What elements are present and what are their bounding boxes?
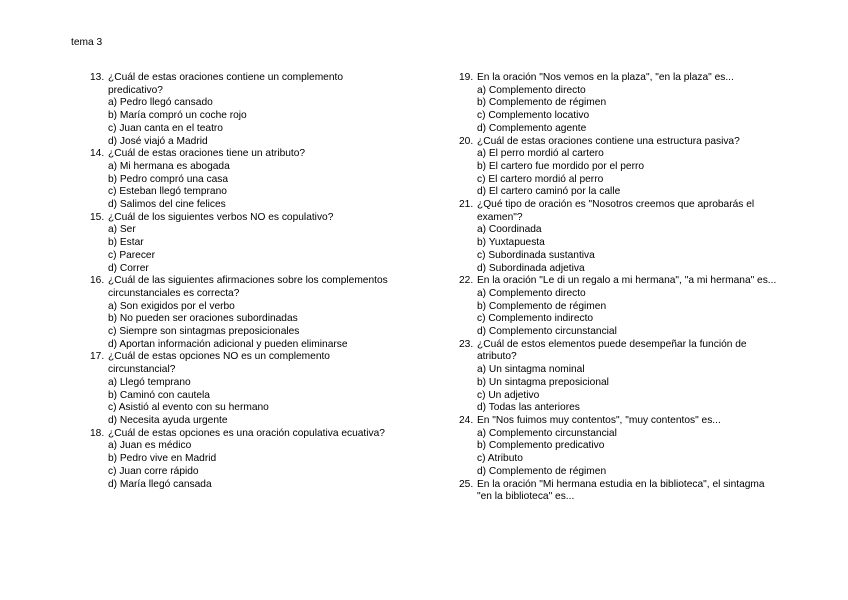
question-15 bbox=[90, 212, 390, 276]
answer-option: d) Subordinada adjetiva bbox=[477, 262, 585, 274]
answer-option: a) Un sintagma nominal bbox=[477, 364, 585, 376]
question-stem bbox=[459, 136, 779, 149]
question-stem bbox=[90, 275, 390, 300]
answer-option: a) Complemento circunstancial bbox=[477, 427, 617, 439]
page-title: tema 3 bbox=[71, 37, 103, 48]
question-number: 16. bbox=[90, 275, 105, 287]
answer-options bbox=[477, 85, 779, 136]
answer-option: b) Complemento de régimen bbox=[477, 300, 607, 312]
question-text: ¿Qué tipo de oración es "Nosotros creemos que aprobarás el examen"? bbox=[477, 199, 755, 223]
question-stem bbox=[459, 275, 779, 288]
question-text: En la oración "Le di un regalo a mi hermana", "a mi hermana" es... bbox=[477, 275, 777, 287]
answer-option: d) Complemento circunstancial bbox=[477, 326, 617, 338]
answer-option: c) Siempre son sintagmas preposicionales bbox=[108, 326, 300, 338]
answer-option: b) Yuxtapuesta bbox=[477, 237, 545, 249]
question-14 bbox=[90, 148, 390, 212]
question-number: 24. bbox=[459, 414, 474, 426]
question-24 bbox=[459, 415, 779, 479]
question-number: 18. bbox=[90, 427, 105, 439]
answer-option: b) María compró un coche rojo bbox=[108, 110, 247, 122]
question-13 bbox=[90, 72, 390, 148]
answer-options bbox=[108, 301, 390, 352]
answer-options bbox=[108, 377, 390, 428]
answer-option: c) Asistió al evento con su hermano bbox=[108, 402, 269, 414]
question-text: En "Nos fuimos muy contentos", "muy contentos" es... bbox=[477, 414, 721, 426]
question-text: ¿Cuál de estos elementos puede desempeñar la función de atributo? bbox=[477, 338, 747, 363]
question-text: En la oración "Mi hermana estudia en la biblioteca", el sintagma "en la biblioteca" es... bbox=[477, 478, 765, 503]
answer-option: a) Son exigidos por el verbo bbox=[108, 300, 235, 312]
question-17 bbox=[90, 351, 390, 427]
answer-option: a) Juan es médico bbox=[108, 440, 192, 452]
question-19 bbox=[459, 72, 779, 136]
answer-option: a) Coordinada bbox=[477, 224, 542, 236]
answer-options bbox=[108, 161, 390, 212]
answer-option: d) Todas las anteriores bbox=[477, 402, 580, 414]
answer-option: b) Pedro vive en Madrid bbox=[108, 453, 217, 465]
question-number: 13. bbox=[90, 72, 105, 83]
question-23 bbox=[459, 339, 779, 415]
question-text: ¿Cuál de estas opciones es una oración copulativa ecuativa? bbox=[108, 427, 385, 439]
answer-option: a) Llegó temprano bbox=[108, 376, 191, 388]
answer-options bbox=[477, 364, 779, 415]
question-text: ¿Cuál de estas oraciones contiene una estructura pasiva? bbox=[477, 135, 740, 147]
answer-option: a) Ser bbox=[108, 224, 136, 236]
answer-option: c) Complemento indirecto bbox=[477, 313, 594, 325]
answer-option: c) El cartero mordió al perro bbox=[477, 173, 604, 185]
question-stem bbox=[90, 351, 390, 376]
answer-option: b) Complemento predicativo bbox=[477, 440, 605, 452]
question-number: 20. bbox=[459, 135, 474, 147]
answer-option: d) Complemento agente bbox=[477, 122, 587, 134]
answer-option: d) Correr bbox=[108, 262, 149, 274]
question-text: ¿Cuál de las siguientes afirmaciones sobre los complementos circunstanciales es correcta? bbox=[108, 275, 388, 299]
answer-option: b) Un sintagma preposicional bbox=[477, 376, 609, 388]
answer-option: c) Complemento locativo bbox=[477, 110, 590, 122]
answer-option: c) Esteban llegó temprano bbox=[108, 186, 227, 198]
question-16 bbox=[90, 275, 390, 351]
question-text: ¿Cuál de estas oraciones tiene un atributo? bbox=[108, 148, 306, 160]
answer-option: d) María llegó cansada bbox=[108, 478, 212, 490]
question-stem bbox=[459, 199, 779, 224]
answer-option: d) José viajó a Madrid bbox=[108, 135, 208, 147]
left-question-column bbox=[90, 72, 390, 491]
question-number: 23. bbox=[459, 338, 474, 350]
answer-option: c) Juan canta en el teatro bbox=[108, 122, 223, 134]
answer-options bbox=[477, 224, 779, 275]
answer-option: c) Parecer bbox=[108, 249, 155, 261]
answer-option: b) El cartero fue mordido por el perro bbox=[477, 160, 645, 172]
question-stem bbox=[90, 148, 390, 161]
question-text: ¿Cuál de los siguientes verbos NO es copulativo? bbox=[108, 211, 334, 223]
answer-option: a) El perro mordió al cartero bbox=[477, 148, 604, 160]
question-stem bbox=[459, 415, 779, 428]
answer-option: c) Un adjetivo bbox=[477, 389, 540, 401]
answer-options bbox=[477, 428, 779, 479]
answer-option: b) No pueden ser oraciones subordinadas bbox=[108, 313, 298, 325]
answer-option: a) Complemento directo bbox=[477, 84, 586, 96]
answer-option: c) Subordinada sustantiva bbox=[477, 249, 595, 261]
question-20 bbox=[459, 136, 779, 200]
answer-option: c) Juan corre rápido bbox=[108, 465, 199, 477]
answer-options bbox=[108, 97, 390, 148]
answer-options bbox=[477, 288, 779, 339]
question-stem bbox=[459, 72, 779, 85]
answer-option: d) El cartero caminó por la calle bbox=[477, 186, 621, 198]
question-text: ¿Cuál de estas oraciones contiene un complemento predicativo? bbox=[108, 72, 344, 96]
question-stem bbox=[90, 428, 390, 441]
right-question-column bbox=[459, 72, 779, 504]
question-18 bbox=[90, 428, 390, 492]
answer-option: d) Complemento de régimen bbox=[477, 465, 607, 477]
question-21 bbox=[459, 199, 779, 275]
answer-options bbox=[108, 224, 390, 275]
question-text: En la oración "Nos vemos en la plaza", "en la plaza" es... bbox=[477, 72, 734, 83]
question-number: 21. bbox=[459, 199, 474, 211]
answer-option: d) Aportan información adicional y pueden eliminarse bbox=[108, 338, 348, 350]
question-stem bbox=[90, 72, 390, 97]
question-25 bbox=[459, 479, 779, 504]
answer-option: b) Estar bbox=[108, 237, 144, 249]
answer-option: b) Complemento de régimen bbox=[477, 97, 607, 109]
answer-option: c) Atributo bbox=[477, 453, 523, 465]
answer-option: b) Caminó con cautela bbox=[108, 389, 210, 401]
question-number: 14. bbox=[90, 148, 105, 160]
question-number: 19. bbox=[459, 72, 474, 83]
answer-option: d) Salimos del cine felices bbox=[108, 199, 226, 211]
question-22 bbox=[459, 275, 779, 339]
question-stem bbox=[90, 212, 390, 225]
question-text: ¿Cuál de estas opciones NO es un complemento circunstancial? bbox=[108, 351, 330, 376]
answer-option: b) Pedro compró una casa bbox=[108, 173, 229, 185]
answer-option: a) Mi hermana es abogada bbox=[108, 160, 230, 172]
answer-option: a) Complemento directo bbox=[477, 287, 586, 299]
question-stem bbox=[459, 339, 779, 364]
question-number: 25. bbox=[459, 478, 474, 490]
question-stem bbox=[459, 479, 779, 504]
answer-options bbox=[108, 440, 390, 491]
answer-options bbox=[477, 148, 779, 199]
question-number: 22. bbox=[459, 275, 474, 287]
question-number: 15. bbox=[90, 211, 105, 223]
answer-option: a) Pedro llegó cansado bbox=[108, 97, 213, 109]
answer-option: d) Necesita ayuda urgente bbox=[108, 414, 228, 426]
question-number: 17. bbox=[90, 351, 105, 363]
